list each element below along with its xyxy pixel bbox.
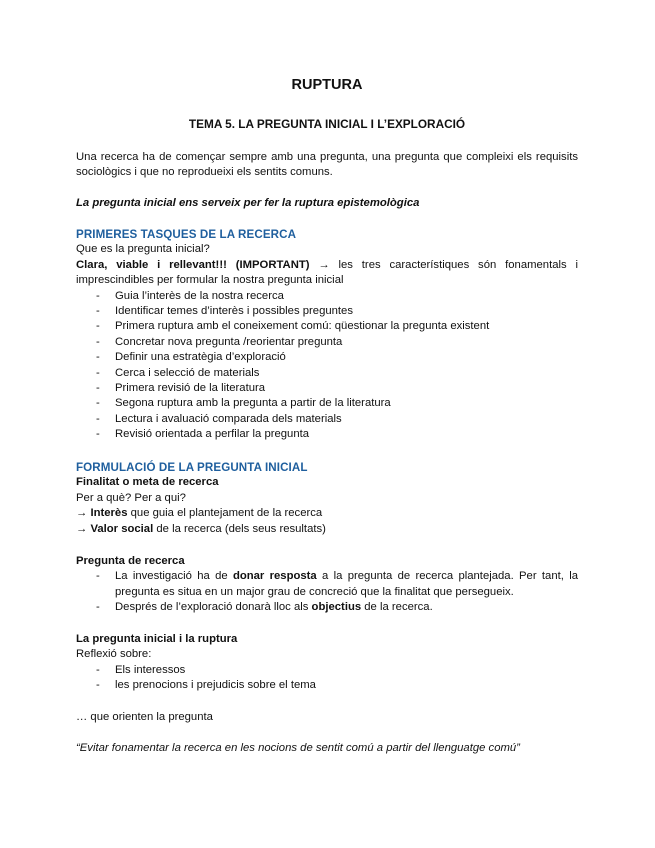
list-item: - Primera revisió de la literatura <box>76 381 578 396</box>
section-first-tasks <box>76 227 578 443</box>
list-item <box>76 569 578 600</box>
interest-bold: Interès <box>90 507 128 520</box>
text-span: La investigació ha de <box>115 570 233 583</box>
text-span: a la pregunta de recerca plantejada. Per tant, la pregunta es situa en un major grau de concreció que la finalitat que persegueix. <box>115 570 578 598</box>
arrow-icon: → <box>76 507 88 520</box>
arrow-icon: → <box>76 522 88 535</box>
social-value-bold: Valor social <box>90 522 154 535</box>
text-bold: donar resposta <box>232 570 317 583</box>
goal-title: Finalitat o meta de recerca <box>76 476 219 489</box>
reflect-line: Reflexió sobre: <box>76 648 152 661</box>
page-subtitle: TEMA 5. LA PREGUNTA INICIAL I L’EXPLORACIÓ <box>188 117 466 131</box>
interest-rest: que guia el plantejament de la recerca <box>127 507 323 520</box>
interest-line <box>76 506 578 521</box>
intro-paragraph: Una recerca ha de començar sempre amb una pregunta, una pregunta que compleixi els requisits sociològics i que no reprodueixi els sentits comuns. <box>76 151 578 179</box>
rupture-list <box>76 663 578 694</box>
section-heading: FORMULACIÓ DE LA PREGUNTA INICIAL <box>76 461 308 474</box>
answer-paragraph <box>76 258 578 289</box>
tasks-list <box>76 289 578 443</box>
list-item: - Lectura i avaluació comparada dels materials <box>76 412 578 427</box>
list-item: - Primera ruptura amb el coneixement comú: qüestionar la pregunta existent <box>76 319 578 334</box>
question-line: Que es la pregunta inicial? <box>76 243 210 256</box>
list-item: - Definir una estratègia d’exploració <box>76 350 578 365</box>
text-span: Després de l’exploració donarà lloc als <box>115 601 312 614</box>
section-research-question <box>76 554 578 616</box>
quote-line: “Evitar fonamentar la recerca en les nocions de sentit comú a partir del llenguatge comú” <box>76 742 520 754</box>
social-value-rest: de la recerca (dels seus resultats) <box>153 522 326 535</box>
research-question-list <box>76 569 578 615</box>
research-question-title: Pregunta de recerca <box>76 555 185 567</box>
section-rupture <box>76 632 578 694</box>
list-item: - Guia l’interès de la nostra recerca <box>76 289 578 304</box>
text-bold: objectius <box>311 601 362 614</box>
list-item: - Identificar temes d’interès i possibles preguntes <box>76 304 578 319</box>
list-item: - Segona ruptura amb la pregunta a partir de la literatura <box>76 396 578 411</box>
text-span: de la recerca. <box>361 601 433 614</box>
section-heading: PRIMERES TASQUES DE LA RECERCA <box>76 228 297 241</box>
list-item <box>76 600 578 615</box>
answer-bold: Clara, viable i rellevant!!! (IMPORTANT) <box>76 258 310 271</box>
page-title: RUPTURA <box>291 77 363 93</box>
key-statement: La pregunta inicial ens serveix per fer la ruptura epistemològica <box>76 197 420 209</box>
social-value-line <box>76 522 578 537</box>
list-item: - Revisió orientada a perfilar la pregunta <box>76 427 578 442</box>
list-item: - Concretar nova pregunta /reorientar pregunta <box>76 335 578 350</box>
list-item: - Cerca i selecció de materials <box>76 366 578 381</box>
goal-question: Per a què? Per a qui? <box>76 491 186 504</box>
list-item: - Els interessos <box>76 663 578 678</box>
section-formulation <box>76 460 578 537</box>
answer-rest: → les tres característiques són fonamentals i imprescindibles per formular la nostra pregunta inicial <box>76 258 579 287</box>
rupture-title: La pregunta inicial i la ruptura <box>76 633 238 645</box>
list-item: - les prenocions i prejudicis sobre el tema <box>76 678 578 693</box>
closing-line: … que orienten la pregunta <box>76 711 213 723</box>
